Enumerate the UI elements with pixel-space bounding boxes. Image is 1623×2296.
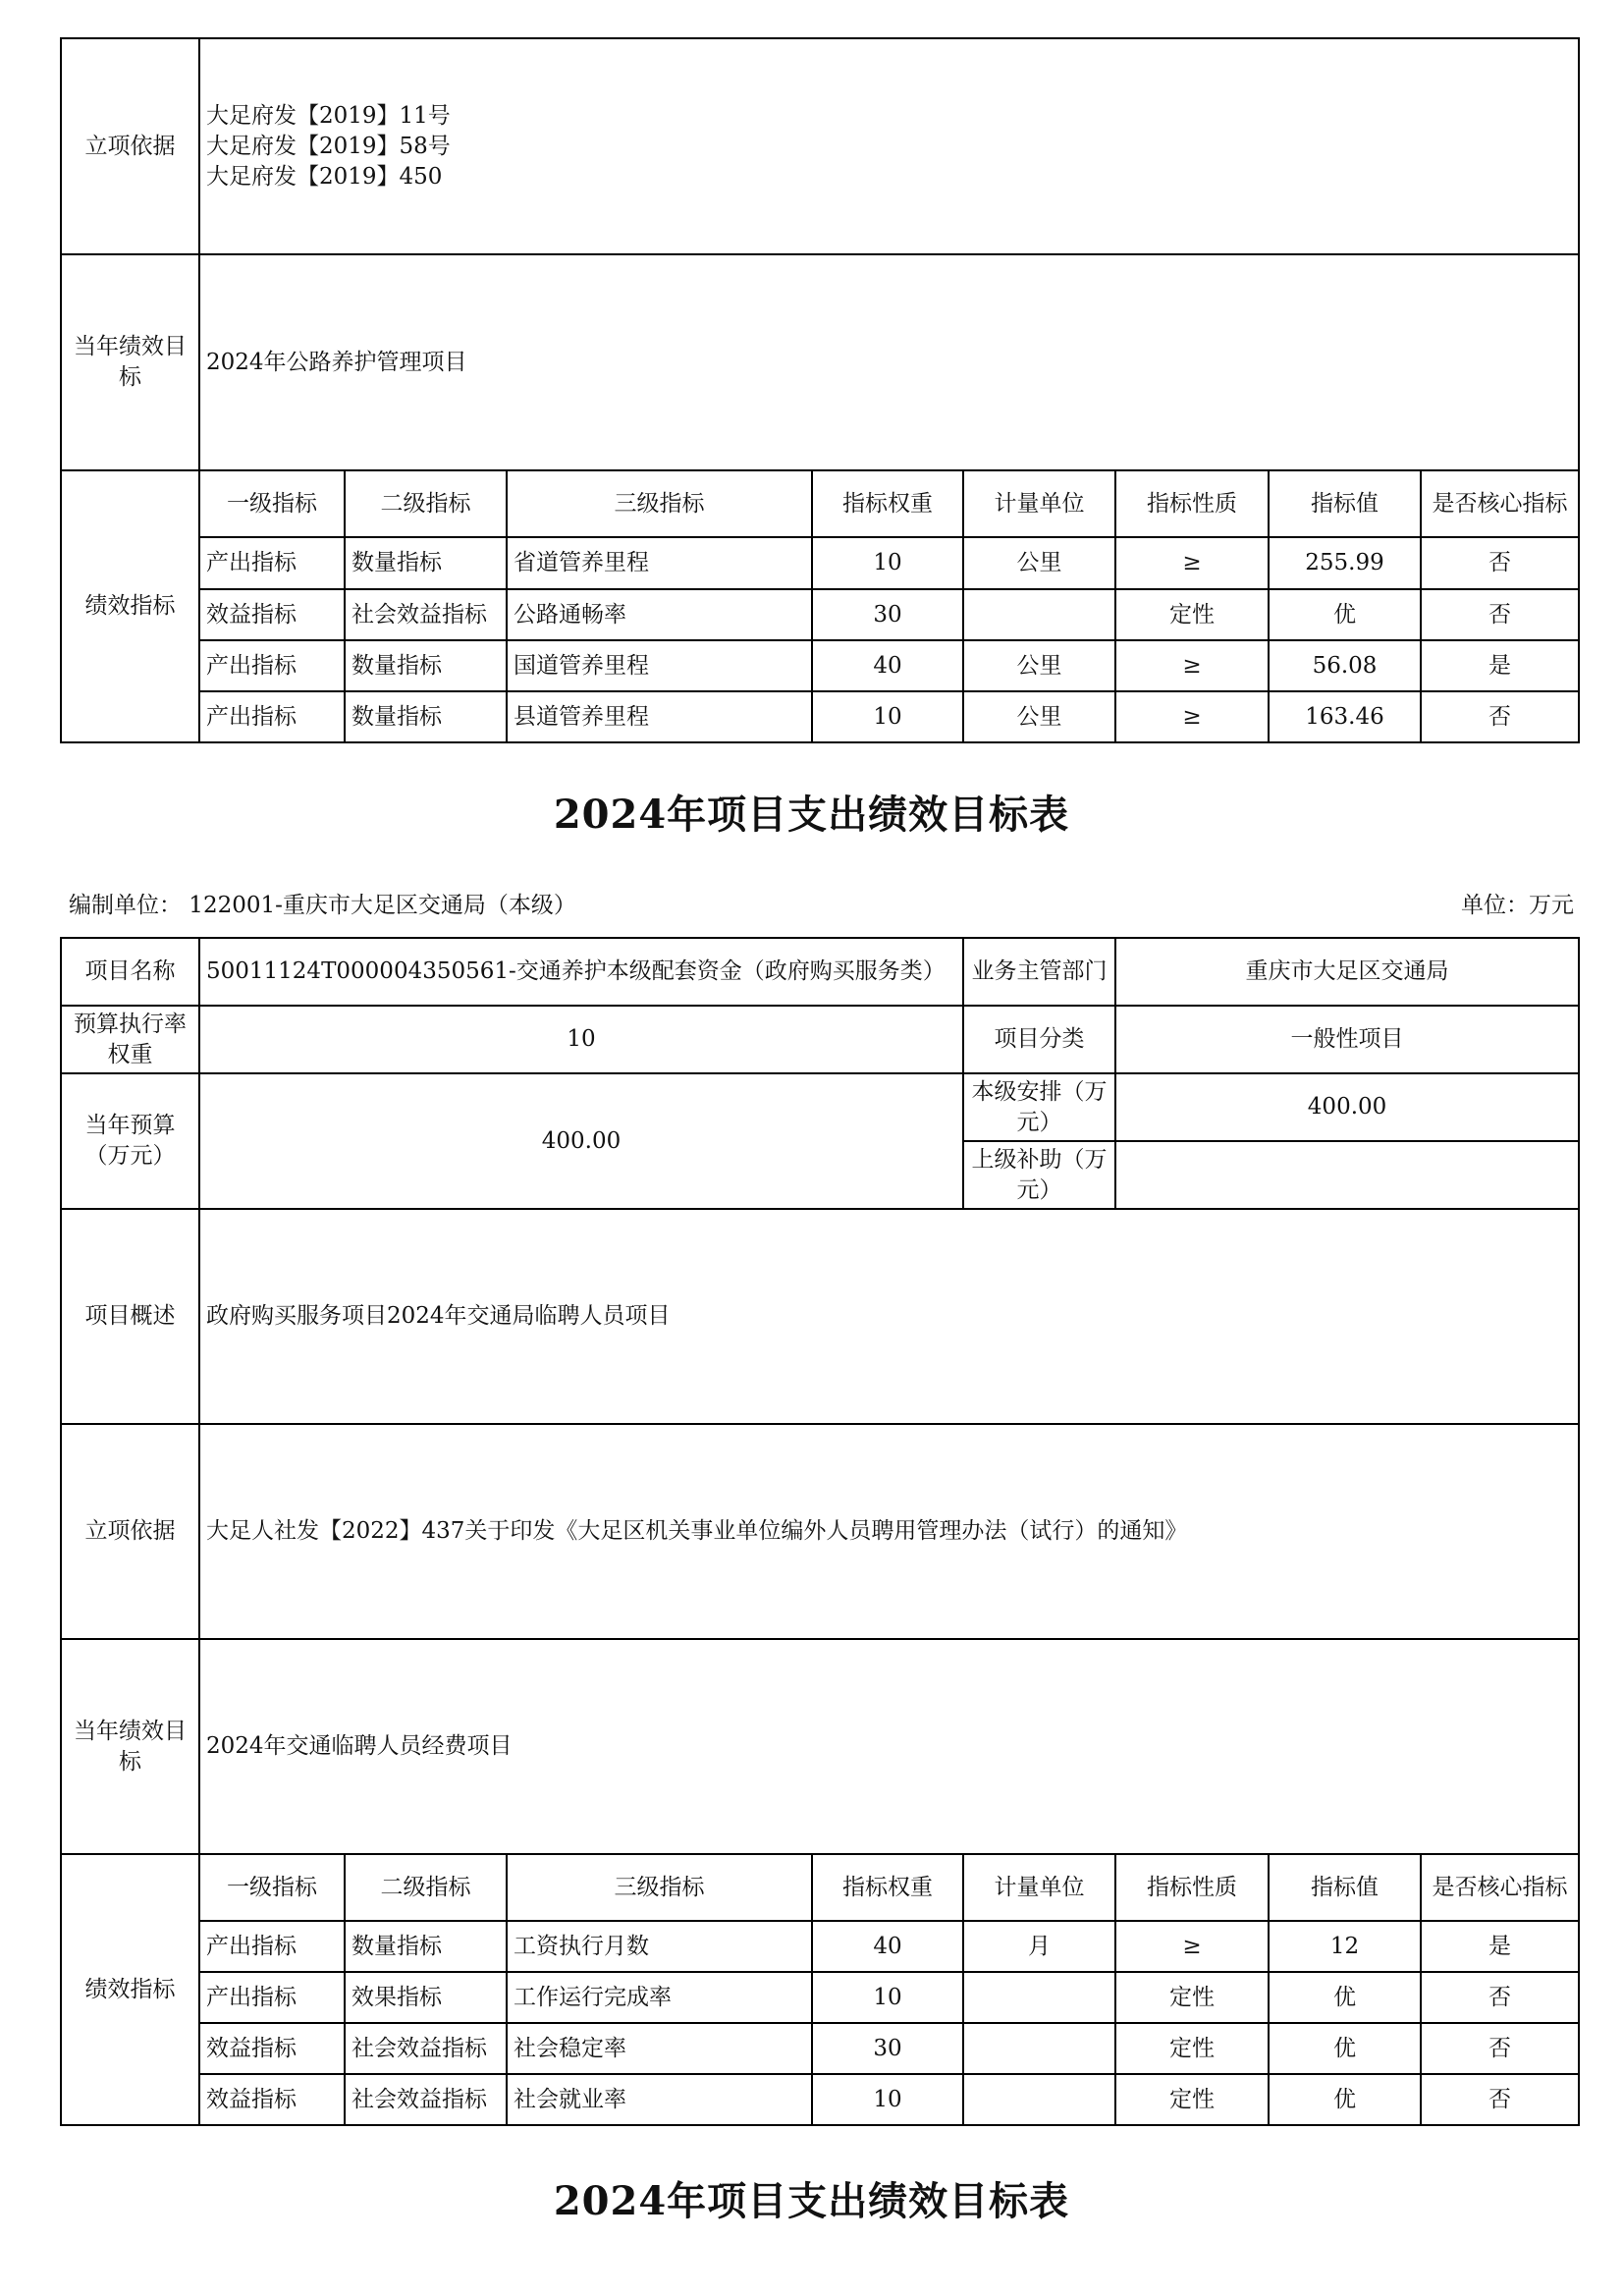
cell (963, 589, 1115, 640)
table-row (61, 2023, 1579, 2074)
cell: 社会效益指标 (345, 2023, 507, 2074)
cell: 56.08 (1269, 640, 1421, 691)
top-table (60, 37, 1580, 743)
basis-line: 大足府发【2019】450 (206, 163, 443, 190)
cell: ≥ (1115, 537, 1269, 589)
project-table (60, 937, 1580, 2126)
cell: 效益指标 (199, 589, 345, 640)
dept-label: 业务主管部门 (963, 938, 1115, 1006)
cell: 10 (812, 537, 963, 589)
cell: 社会稳定率 (507, 2023, 812, 2074)
basis-line: 大足府发【2019】11号 (206, 102, 451, 129)
cell: 10 (812, 691, 963, 742)
cell: 数量指标 (345, 691, 507, 742)
cell: 工资执行月数 (507, 1921, 812, 1972)
indicator-label: 绩效指标 (61, 470, 199, 742)
cell: 优 (1269, 2074, 1421, 2125)
col-header: 是否核心指标 (1421, 1854, 1579, 1921)
cell: 社会效益指标 (345, 589, 507, 640)
col-header: 是否核心指标 (1421, 470, 1579, 537)
col-header: 指标值 (1269, 470, 1421, 537)
cell: 效益指标 (199, 2074, 345, 2125)
budget-label: 当年预算（万元） (61, 1073, 199, 1209)
cell: 30 (812, 2023, 963, 2074)
indicator-header-row (61, 1854, 1579, 1921)
cell: 产出指标 (199, 640, 345, 691)
cell: 国道管养里程 (507, 640, 812, 691)
cell: ≥ (1115, 691, 1269, 742)
col-header: 指标值 (1269, 1854, 1421, 1921)
col-header: 三级指标 (507, 1854, 812, 1921)
basis-line: 大足府发【2019】58号 (206, 133, 451, 159)
col-header: 指标权重 (812, 1854, 963, 1921)
cell: 10 (812, 1972, 963, 2023)
cell: ≥ (1115, 640, 1269, 691)
cell: 优 (1269, 589, 1421, 640)
col-header: 三级指标 (507, 470, 812, 537)
cell: 否 (1421, 1972, 1579, 2023)
cell: 效果指标 (345, 1972, 507, 2023)
cell: 省道管养里程 (507, 537, 812, 589)
cell: 否 (1421, 2074, 1579, 2125)
cell: 是 (1421, 1921, 1579, 1972)
cell: 否 (1421, 2023, 1579, 2074)
dept-value: 重庆市大足区交通局 (1115, 938, 1579, 1006)
rate-label: 预算执行率权重 (61, 1006, 199, 1073)
cell: 40 (812, 640, 963, 691)
col-header: 指标权重 (812, 470, 963, 537)
org-label: 编制单位： 122001-重庆市大足区交通局（本级） (69, 893, 576, 918)
cell: 优 (1269, 1972, 1421, 2023)
cell: 定性 (1115, 2074, 1269, 2125)
cell (963, 1972, 1115, 2023)
cell: 产出指标 (199, 537, 345, 589)
cell: 公里 (963, 640, 1115, 691)
project-name-value: 50011124T000004350561-交通养护本级配套资金（政府购买服务类） (199, 938, 963, 1006)
table-row (61, 589, 1579, 640)
indicator-label: 绩效指标 (61, 1854, 199, 2125)
cell: 定性 (1115, 589, 1269, 640)
budget-value: 400.00 (199, 1073, 963, 1209)
cell: 公里 (963, 537, 1115, 589)
cell: 否 (1421, 537, 1579, 589)
col-header: 一级指标 (199, 1854, 345, 1921)
cell: 效益指标 (199, 2023, 345, 2074)
cell (963, 2023, 1115, 2074)
cell: ≥ (1115, 1921, 1269, 1972)
cell: 否 (1421, 589, 1579, 640)
cell: 否 (1421, 691, 1579, 742)
cell: 12 (1269, 1921, 1421, 1972)
project-name-label: 项目名称 (61, 938, 199, 1006)
basis-text (199, 38, 1579, 254)
cell: 月 (963, 1921, 1115, 1972)
cell: 工作运行完成率 (507, 1972, 812, 2023)
basis-label: 立项依据 (61, 1424, 199, 1639)
col-header: 一级指标 (199, 470, 345, 537)
col-header: 指标性质 (1115, 470, 1269, 537)
cell: 定性 (1115, 2023, 1269, 2074)
cell: 优 (1269, 2023, 1421, 2074)
table-row (61, 1972, 1579, 2023)
col-header: 计量单位 (963, 1854, 1115, 1921)
table-row (61, 2074, 1579, 2125)
cell: 255.99 (1269, 537, 1421, 589)
cell: 40 (812, 1921, 963, 1972)
cell: 公里 (963, 691, 1115, 742)
overview-text: 政府购买服务项目2024年交通局临聘人员项目 (199, 1209, 1579, 1424)
indicator-header-row (61, 470, 1579, 537)
overview-label: 项目概述 (61, 1209, 199, 1424)
cell: 社会效益指标 (345, 2074, 507, 2125)
basis-label: 立项依据 (61, 38, 199, 254)
table-row (61, 691, 1579, 742)
local-label: 本级安排（万元） (963, 1073, 1115, 1141)
cell: 30 (812, 589, 963, 640)
col-header: 计量单位 (963, 470, 1115, 537)
table-row (61, 537, 1579, 589)
cell: 公路通畅率 (507, 589, 812, 640)
cell: 数量指标 (345, 537, 507, 589)
goal-label: 当年绩效目标 (61, 1639, 199, 1854)
col-header: 二级指标 (345, 470, 507, 537)
subsidy-label: 上级补助（万元） (963, 1141, 1115, 1209)
subsidy-value (1115, 1141, 1579, 1209)
goal-text: 2024年交通临聘人员经费项目 (199, 1639, 1579, 1854)
local-value: 400.00 (1115, 1073, 1579, 1141)
col-header: 指标性质 (1115, 1854, 1269, 1921)
category-value: 一般性项目 (1115, 1006, 1579, 1073)
cell: 定性 (1115, 1972, 1269, 2023)
cell: 社会就业率 (507, 2074, 812, 2125)
cell: 163.46 (1269, 691, 1421, 742)
cell: 产出指标 (199, 1921, 345, 1972)
unit-label: 单位：万元 (1461, 893, 1574, 918)
table-row (61, 1921, 1579, 1972)
category-label: 项目分类 (963, 1006, 1115, 1073)
cell: 10 (812, 2074, 963, 2125)
page-title-2: 2024年项目支出绩效目标表 (553, 2178, 1070, 2224)
cell: 数量指标 (345, 1921, 507, 1972)
col-header: 二级指标 (345, 1854, 507, 1921)
cell: 是 (1421, 640, 1579, 691)
goal-label: 当年绩效目标 (61, 254, 199, 470)
cell (963, 2074, 1115, 2125)
cell: 数量指标 (345, 640, 507, 691)
basis-text: 大足人社发【2022】437关于印发《大足区机关事业单位编外人员聘用管理办法（试行）的通知》 (199, 1424, 1579, 1639)
goal-text: 2024年公路养护管理项目 (199, 254, 1579, 470)
cell: 产出指标 (199, 1972, 345, 2023)
page-title: 2024年项目支出绩效目标表 (553, 792, 1070, 838)
cell: 县道管养里程 (507, 691, 812, 742)
table-row (61, 640, 1579, 691)
cell: 产出指标 (199, 691, 345, 742)
rate-value: 10 (199, 1006, 963, 1073)
